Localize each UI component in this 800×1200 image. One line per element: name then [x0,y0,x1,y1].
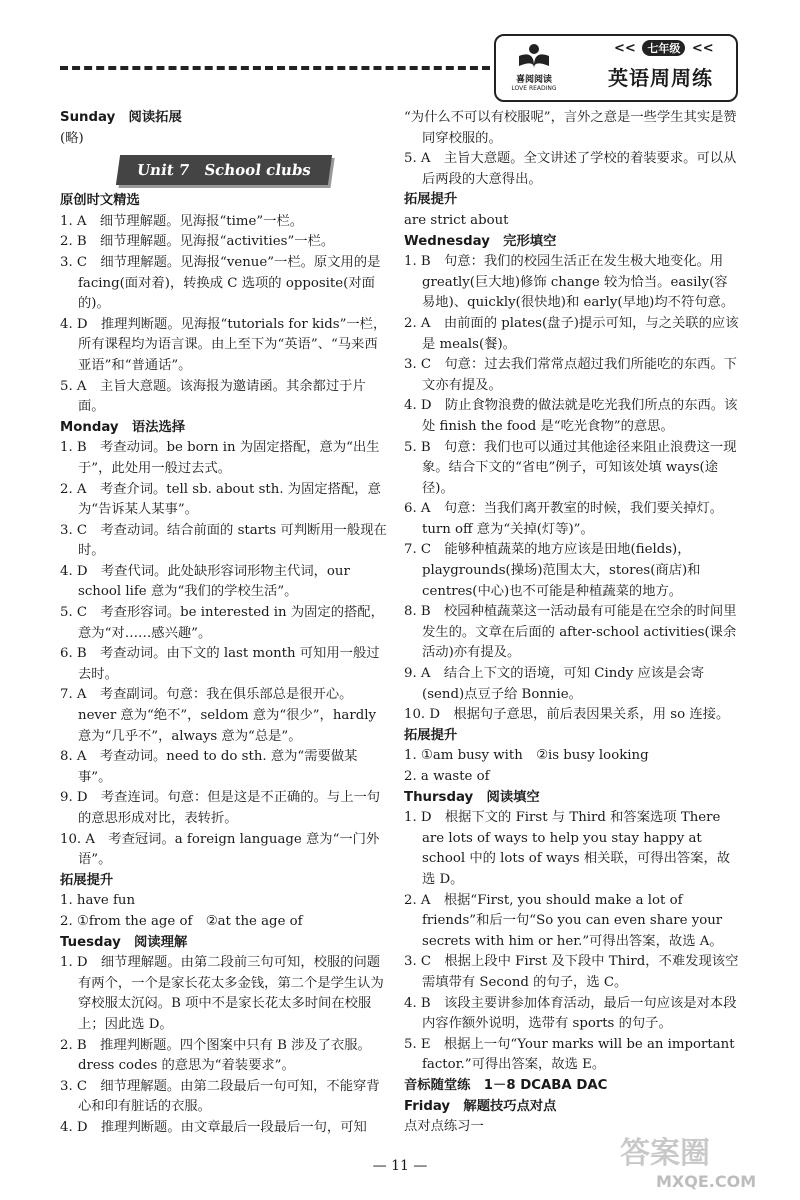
answer-item: 1. have fun [60,893,136,909]
answer-item: 2. A 由前面的 plates(盘子)提示可知，与之关联的应该是 meals(餐)。 [404,315,739,352]
grade-prefix: << [614,41,636,56]
friday-body: 点对点练习一 [404,1119,484,1135]
sunday-body: (略) [60,130,84,146]
unit-banner: Unit 7 School clubs [116,155,332,185]
watermark-logo: 答案圈 [620,1136,710,1171]
phonetics-line: 音标随堂练 1－8 DCABA DAC [404,1077,608,1093]
answer-item: 10. D 根据句子意思，前后表因果关系，用 so 连接。 [404,707,730,723]
answer-item: 7. C 能够种植蔬菜的地方应该是田地(fields)，playgrounds(操场)范围太大，stores(商店)和 centres(中心)也不可能是种植蔬菜的地方。 [404,542,701,599]
answer-item: 5. A 主旨大意题。该海报为邀请函。其余都过于片面。 [60,378,366,415]
answer-item: 1. A 细节理解题。见海报“time”一栏。 [60,213,304,229]
answer-item: 9. A 结合上下文的语境，可知 Cindy 应该是会寄(send)点豆子给 Bonnie。 [404,666,705,702]
answer-item: 5. A 主旨大意题。全文讲述了学校的着装要求。可以从后两段的大意得出。 [404,151,737,187]
answer-item: 5. B 句意：我们也可以通过其他途径来阻止浪费这一现象。结合下文的“省电”例子，可知该处填 ways(途径)。 [404,439,737,496]
left-column [60,108,390,1139]
publication-title: 英语周周练 [608,66,713,90]
answer-item: 10. A 考查冠词。a foreign language 意为“一门外语”。 [60,831,380,868]
answer-item: 1. B 考查动词。be born in 为固定搭配，意为“出生于”，此处用一般过去式。 [60,440,380,476]
answer-item: 9. D 考查连词。句意：但是这是不正确的。与上一句的意思形成对比，表转折。 [60,790,381,826]
logo-text: 喜阅阅读 [515,75,552,85]
section-heading-original: 原创时文精选 [60,193,140,209]
answer-item: 5. E 根据上一句“Your marks will be an important factor.”可得出答案，故选 E。 [404,1036,735,1073]
answer-item: 4. D 防止食物浪费的做法就是吃光我们所点的东西。该处 finish the food 是“吃光食物”的意思。 [404,398,738,434]
answer-item: 3. C 细节理解题。由第二段最后一句可知，不能穿背心和印有脏话的衣服。 [60,1078,380,1115]
section-heading-monday: Monday 语法选择 [60,419,186,435]
header-dashed-rule [60,66,490,70]
page-header [0,0,800,100]
answer-item: 3. C 根据上段中 First 及下段中 Third，不难发现该空需填带有 Second 的句子，选 C。 [404,954,739,990]
answer-item: 2. B 推理判断题。四个图案中只有 B 涉及了衣服。dress codes 的意思为“着装要求”。 [60,1037,371,1074]
watermark-url: MXQE.COM [656,1172,757,1191]
section-heading-thursday: Thursday 阅读填空 [404,789,540,805]
grade-suffix: << [691,41,714,56]
answer-item: 3. C 句意：过去我们常常点超过我们所能吃的东西。下文亦有提及。 [404,357,737,393]
answer-item: 4. B 该段主要讲参加体育活动，最后一句应该是对本段内容作额外说明，选带有 sports 的句子。 [404,995,737,1032]
answer-item: 8. B 校园种植蔬菜这一活动最有可能是在空余的时间里发生的。文章在后面的 after-school activities(课余活动)亦有提及。 [404,604,737,661]
answer-item: 1. ①am busy with ②is busy looking [404,748,649,764]
section-heading-wednesday: Wednesday 完形填空 [404,233,557,249]
answer-item-continued: “为什么不可以有校服呢”，言外之意是一些学生其实是赞同穿校服的。 [404,110,737,146]
section-heading-extension: 拓展提升 [60,872,114,888]
answer-item: 7. A 考查副词。句意：我在俱乐部总是很开心。never 意为“绝不”，seldom 意为“很少”，hardly 意为“几乎不”，always 意为“总是”。 [60,687,376,744]
answer-item: 1. D 根据下文的 First 与 Third 和答案选项 There are lots of ways to help you stay happy at school 中的 lots of ways 相关联，可得出答案，故选 D。 [404,810,731,887]
answer-item: 4. D 推理判断题。见海报“tutorials for kids”一栏，所有课程均为语言课。由上至下为“英语”、“马来西亚语”和“普通话”。 [60,316,387,373]
answer-item: 5. C 考查形容词。be interested in 为固定的搭配，意为“对……感兴趣”。 [60,605,384,641]
answer-item: 2. B 细节理解题。见海报“activities”一栏。 [60,234,335,250]
answer-item: 2. ①from the age of ②at the age of [60,913,303,929]
section-heading-friday: Friday 解题技巧点对点 [404,1098,557,1114]
section-heading-extension: 拓展提升 [404,727,458,743]
grade-badge: 七年级 [642,40,685,56]
section-heading-tuesday: Tuesday 阅读理解 [60,934,188,950]
brand-box [494,34,738,102]
logo [504,42,564,94]
answer-item: 1. B 句意：我们的校园生活正在发生极大地变化。用 greatly(巨大地)修饰 change 较为恰当。easily(容易地)、quickly(很快地)和 early(早地)均不符句意。 [404,254,735,311]
section-heading-extension: 拓展提升 [404,192,458,208]
answer-item: 2. A 考查介词。tell sb. about sth. 为固定搭配，意为“告诉某人某事”。 [60,481,381,518]
page-number: — 11 — [372,1158,428,1174]
grade-label [614,40,714,56]
answer-item: 1. D 细节理解题。由第二段前三句可知，校服的问题有两个，一个是家长花太多金钱，第二个是学生认为穿校服太沉闷。B 项中不是家长花太多时间在校服上；因此选 D。 [60,955,384,1032]
answer-item: 4. D 推理判断题。由文章最后一段最后一句，可知 [60,1119,367,1135]
answer-item: 8. A 考查动词。need to do sth. 意为“需要做某事”。 [60,749,358,785]
answer-item: 6. B 考查动词。由下文的 last month 可知用一般过去时。 [60,646,380,682]
answer-item: 6. A 句意：当我们离开教室的时候，我们要关掉灯。turn off 意为“关掉(灯等)”。 [404,501,724,537]
logo-subtext: LOVE READING [511,85,557,92]
book-reader-icon [517,42,551,68]
right-column [404,108,740,1138]
answer-item: 3. C 考查动词。结合前面的 starts 可判断用一般现在时。 [60,522,387,559]
answer-item: 3. C 细节理解题。见海报“venue”一栏。原文用的是 facing(面对着)，转换成 C 选项的 opposite(对面的)。 [60,254,381,312]
answer-item: 2. A 根据“First, you should make a lot of friends”和后一句“So you can even share your secrets with him or her.”可得出答案，故选 A。 [404,892,723,949]
answer-item: are strict about [404,212,509,228]
answer-item: 2. a waste of [404,769,490,784]
section-heading-sunday: Sunday 阅读拓展 [60,110,182,125]
answer-item: 4. D 考查代词。此处缺形容词形物主代词，our school life 意为“我们的学校生活”。 [60,563,350,600]
